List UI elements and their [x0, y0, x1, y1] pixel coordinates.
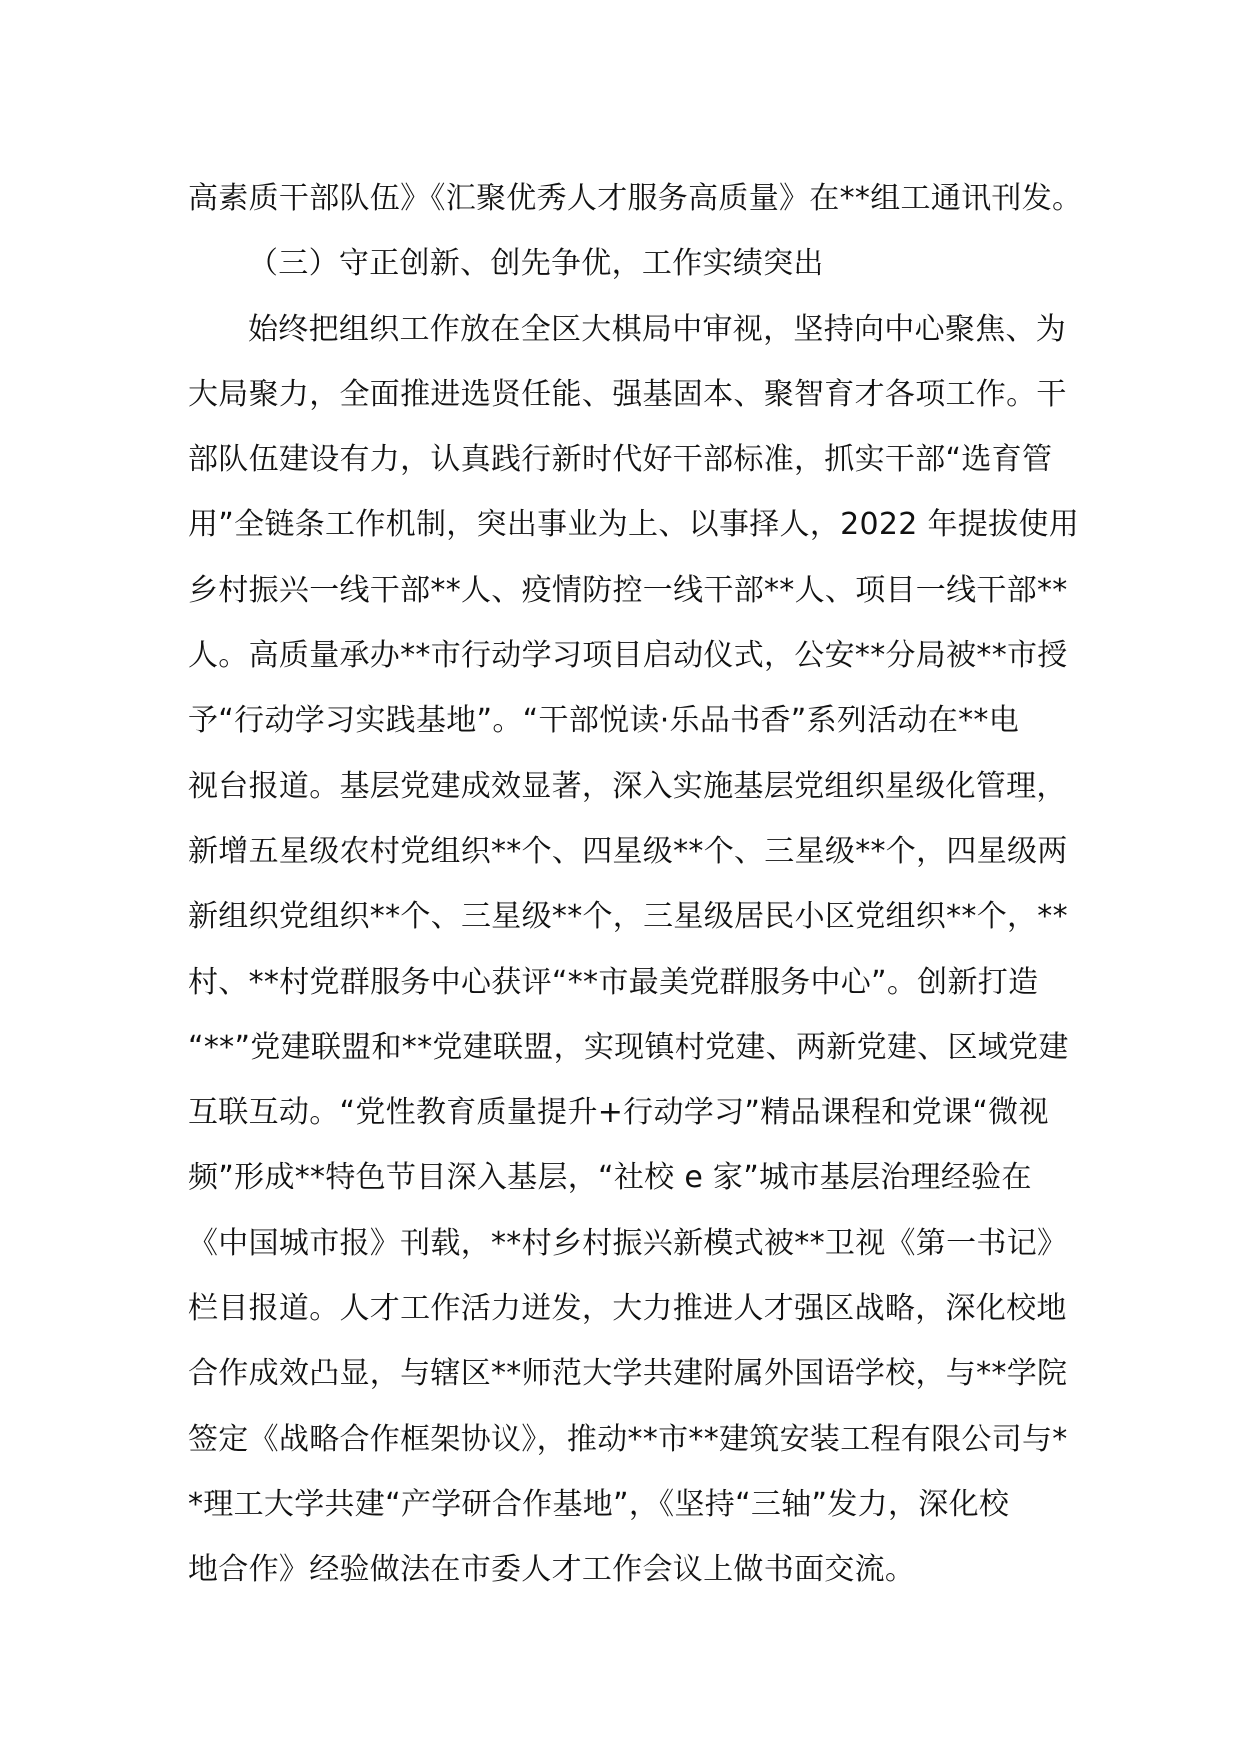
body-text — [188, 166, 1083, 1603]
text-line: 人。高质量承办**市行动学习项目启动仪式，公安**分局被**市授 — [188, 638, 1068, 674]
text-line: 合作成效凸显，与辖区**师范大学共建附属外国语学校，与**学院 — [188, 1356, 1068, 1392]
text-line: 大局聚力，全面推进选贤任能、强基固本、聚智育才各项工作。干 — [188, 376, 1067, 412]
text-line: 用”全链条工作机制，突出事业为上、以事择人，2022 年提拔使用 — [188, 507, 1080, 543]
text-line: *理工大学共建“产学研合作基地”，《坚持“三轴”发力，深化校 — [188, 1486, 1010, 1522]
paragraph-first-line: 始终把组织工作放在全区大棋局中审视，坚持向中心聚焦、为 — [248, 311, 1067, 347]
text-line: 《中国城市报》刊载，**村乡村振兴新模式被**卫视《第一书记》 — [188, 1225, 1068, 1261]
text-line: 栏目报道。人才工作活力迸发，大力推进人才强区战略，深化校地 — [188, 1291, 1067, 1327]
text-line: 互联互动。“党性教育质量提升+行动学习”精品课程和党课“微视 — [188, 1095, 1049, 1131]
text-line: “**”党建联盟和**党建联盟，实现镇村党建、两新党建、区域党建 — [188, 1029, 1069, 1065]
text-line: 新组织党组织**个、三星级**个，三星级居民小区党组织**个，** — [188, 899, 1068, 935]
text-line: 村、**村党群服务中心获评“**市最美党群服务中心”。创新打造 — [188, 964, 1039, 1000]
section-heading: （三）守正创新、创先争优，工作实绩突出 — [248, 246, 824, 282]
text-line: 新增五星级农村党组织**个、四星级**个、三星级**个，四星级两 — [188, 833, 1068, 869]
text-line: 予“行动学习实践基地”。“干部悦读·乐品书香”系列活动在**电 — [188, 703, 1020, 739]
text-line: 乡村振兴一线干部**人、疫情防控一线干部**人、项目一线干部** — [188, 572, 1068, 608]
text-line: 高素质干部队伍》《汇聚优秀人才服务高质量》在**组工通讯刊发。 — [188, 181, 1083, 216]
text-line: 部队伍建设有力，认真践行新时代好干部标准，抓实干部“选育管 — [188, 442, 1053, 478]
text-line: 视台报道。基层党建成效显著，深入实施基层党组织星级化管理， — [188, 768, 1067, 804]
text-line: 签定《战略合作框架协议》，推动**市**建筑安装工程有限公司与* — [188, 1421, 1068, 1457]
text-line: 频”形成**特色节目深入基层，“社校 e 家”城市基层治理经验在 — [188, 1160, 1032, 1196]
text-line: 地合作》经验做法在市委人才工作会议上做书面交流。 — [188, 1552, 916, 1588]
